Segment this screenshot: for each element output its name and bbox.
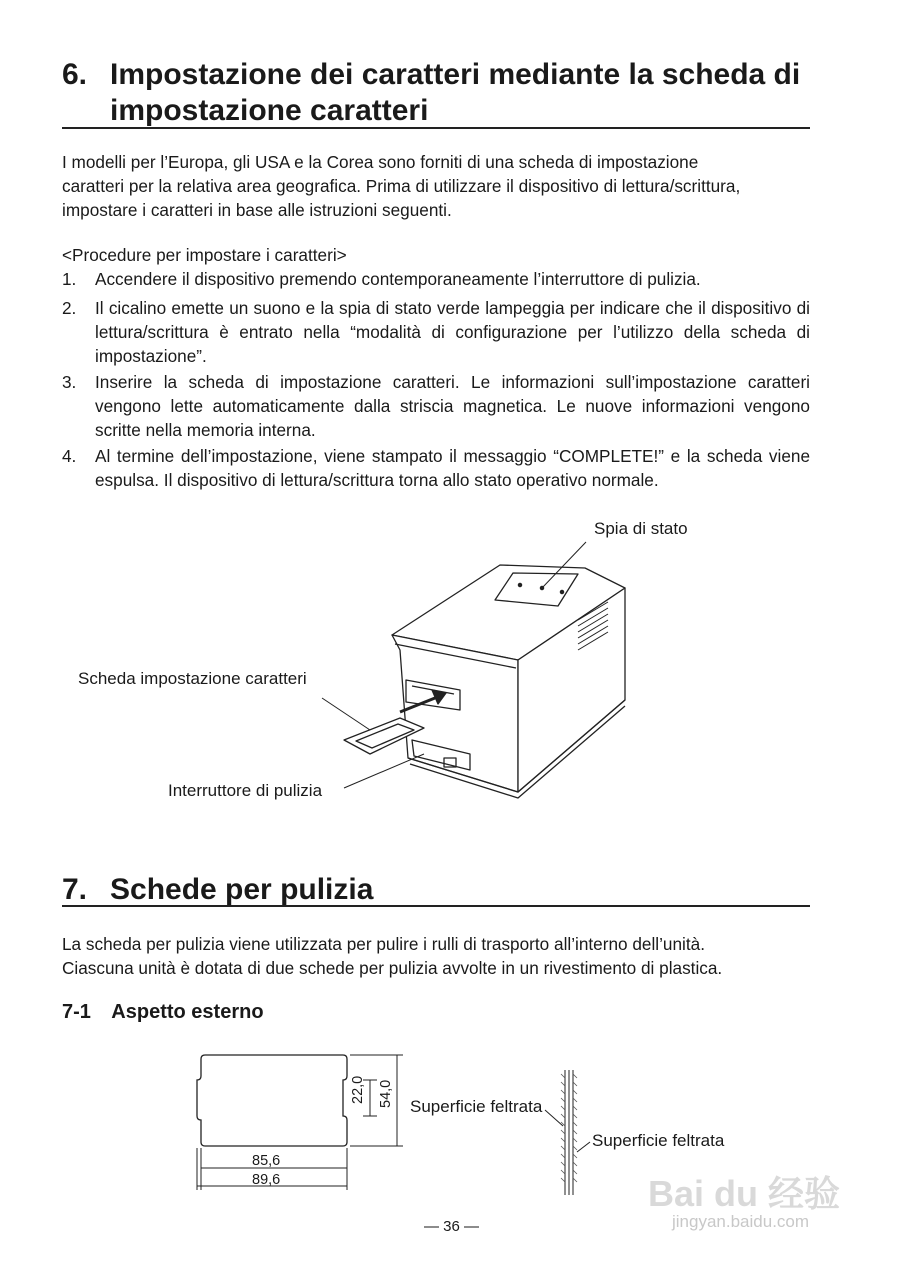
subsection-7-1-heading [62,1000,264,1024]
step-text: Inserire la scheda di impostazione caratteri. Le informazioni sull’impostazione caratteri vengono lette automaticamente dalla striscia magnetica. Le nuove informazioni vengono scritte nella memoria interna. [95,372,810,440]
watermark-logo: Bai du 经验 [648,1173,841,1214]
step-number: 4. [62,446,77,466]
step-text: Al termine dell’impostazione, viene stampato il messaggio “COMPLETE!” e la scheda viene espulsa. Il dispositivo di lettura/scrittura torna allo stato operativo normale. [95,446,810,490]
reader-writer-illustration [320,540,650,810]
section-7-rule [62,905,810,907]
intro-line: Ciascuna unità è dotata di due schede per pulizia avvolte in un rivestimento di plastica. [62,958,723,978]
intro-line: La scheda per pulizia viene utilizzata per pulire i rulli di trasporto all’interno dell’unità. [62,934,705,954]
procedure-heading: <Procedure per impostare i caratteri> [62,245,347,265]
label-card: Scheda impostazione caratteri [78,669,307,688]
step-item [62,296,810,368]
step-text: Accendere il dispositivo premendo contemporaneamente l’interruttore di pulizia. [95,269,701,289]
step-item [62,370,810,442]
watermark-url: jingyan.baidu.com [672,1212,810,1231]
label-felt-surface-bottom: Superficie feltrata [592,1131,725,1150]
section-6-intro [62,150,810,222]
step-item [62,444,810,492]
intro-line: impostare i caratteri in base alle istruzioni seguenti. [62,200,452,220]
cleaning-card-diagram [185,1050,605,1200]
label-felt-surface-top: Superficie feltrata [410,1097,543,1116]
label-cleaning-switch: Interruttore di pulizia [168,781,323,800]
section-7-intro [62,932,810,980]
intro-line: I modelli per l’Europa, gli USA e la Corea sono forniti di una scheda di impostazione [62,152,699,172]
dim-height-outer: 54,0 [378,1079,394,1108]
dim-height-inner: 22,0 [350,1075,366,1104]
section-6-number: 6. [62,58,88,91]
step-item [62,267,810,291]
section-6-rule [62,127,810,129]
dim-width-outer: 89,6 [252,1172,281,1188]
section-6-title-line2: impostazione caratteri [110,94,429,127]
page-number: — 36 — [423,1218,480,1235]
intro-line: caratteri per la relativa area geografica. Prima di utilizzare il dispositivo di lettura/scrittura, [62,176,741,196]
section-7-title: Schede per pulizia [110,873,374,906]
step-number: 2. [62,298,77,318]
step-number: 3. [62,372,77,392]
subsection-number: 7-1 [62,1001,91,1023]
label-status-light: Spia di stato [594,519,688,538]
dim-width-inner: 85,6 [252,1153,281,1169]
step-text: Il cicalino emette un suono e la spia di stato verde lampeggia per indicare che il dispositivo di lettura/scrittura è entrato nella “modalità di configurazione per l’utilizzo della scheda di impostazione”. [95,298,810,366]
section-6-title-line1: Impostazione dei caratteri mediante la scheda di [110,58,801,91]
subsection-title: Aspetto esterno [111,1001,264,1023]
step-number: 1. [62,269,77,289]
section-7-number: 7. [62,873,88,906]
